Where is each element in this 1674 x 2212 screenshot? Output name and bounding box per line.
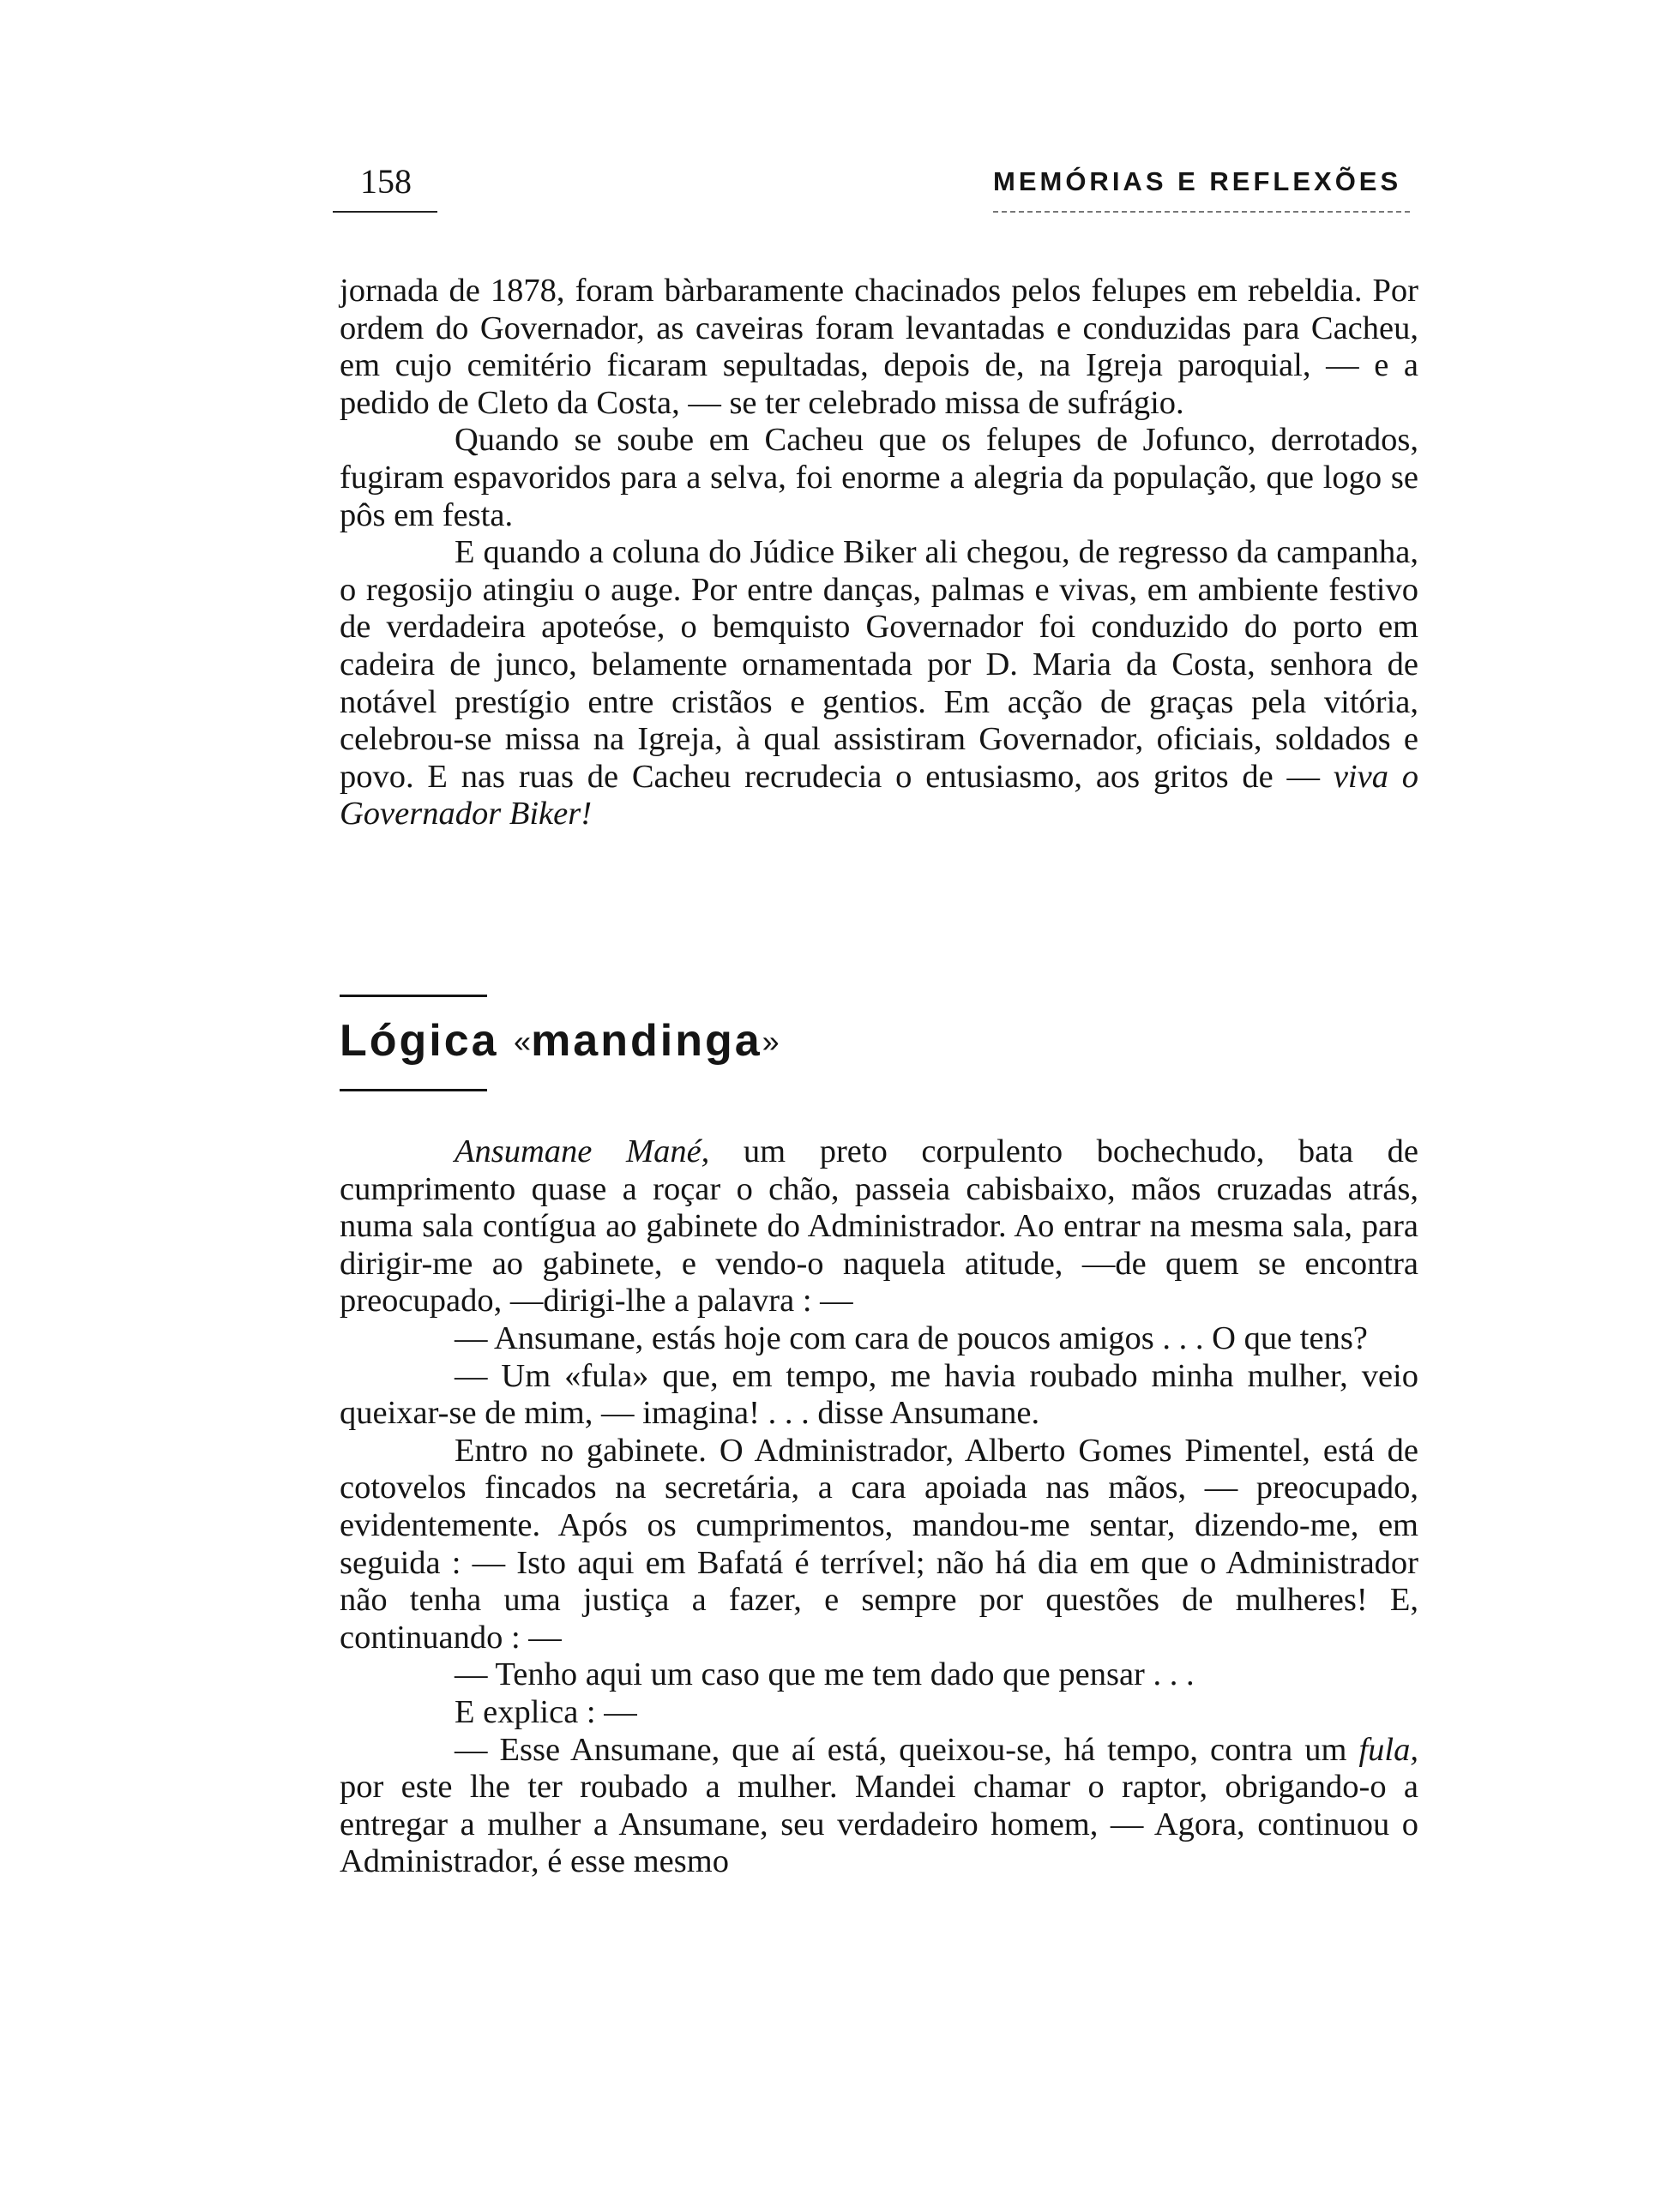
paragraph: Entro no gabinete. O Administrador, Alberto Gomes Pimentel, está de cotovelos fincados na secretária, a cara apoiada nas mãos, — preocupado, evidentemente. Após os cumprimentos, mandou-me sentar, dizendo-me, em seguida : — Isto aqui em Bafatá é terrível; não há dia em que o Administrador não tenha uma justiça a fazer, e sempre por questões de mulheres! E, continuando : — [340,1432,1418,1656]
character-name-italic: Ansumane Mané, [455,1133,710,1169]
paragraph [340,1133,1418,1320]
title-open-quote: « [514,1024,532,1059]
running-title-underline [993,211,1410,213]
title-word: Lógica [340,1016,499,1066]
paragraph: E explica : — [455,1693,637,1730]
paragraph: — Ansumane, estás hoje com cara de poucos amigos . . . O que tens? [455,1319,1368,1356]
section-two-text [340,1133,1418,1881]
paragraph-text: um preto corpulento bochechudo, bata de cumprimento quase a roçar o chão, passeia cabisbaixo, mãos cruzadas atrás, numa sala contígua ao gabinete do Administrador. Ao entrar na mesma sala, para dirigir-me ao gabinete, e vendo-o naquela atitude, —de quem se encontra preocupado, —dirigi-lhe a palavra : — [340,1133,1418,1319]
paragraph-text: E quando a coluna do Júdice Biker ali chegou, de regresso da campanha, o regosijo atingiu o auge. Por entre danças, palmas e vivas, em ambiente festivo de verdadeira apoteóse, o bemquisto Governador foi conduzido do porto em cadeira de junco, belamente ornamentada por D. Maria da Costa, senhora de notável prestígio entre cristãos e gentios. Em acção de graças pela vitória, celebrou-se missa na Igreja, à qual assistiram Governador, oficiais, soldados e povo. E nas ruas de Cacheu recrudecia o entusiasmo, aos gritos de — [340,534,1418,795]
word-italic: fula, [1358,1731,1418,1768]
section-one-text [340,273,1418,833]
title-rule-bottom [340,1089,487,1091]
title-close-quote: » [762,1024,780,1059]
paragraph: Quando se soube em Cacheu que os felupes de Jofunco, derrotados, fugiram espavoridos para a selva, foi enorme a alegria da população, que logo se pôs em festa. [340,422,1418,533]
paragraph: jornada de 1878, foram bàrbaramente chacinados pelos felupes em rebeldia. Por ordem do Governador, as caveiras foram levantadas e conduzidas para Cacheu, em cujo cemitério ficaram sepultadas, depois de, na Igreja paroquial, — e a pedido de Cleto da Costa, — se ter celebrado missa de sufrágio. [340,273,1418,421]
paragraph [340,534,1418,833]
paragraph [340,1732,1418,1881]
paragraph-text: por este lhe ter roubado a mulher. Mandei chamar o raptor, obrigando-o a entregar a mulher a Ansumane, seu verdadeiro homem, — Agora, continuou o Administrador, é esse mesmo [340,1769,1418,1880]
paragraph: — Um «fula» que, em tempo, me havia roubado minha mulher, veio queixar-se de mim, — imagina! . . . disse Ansumane. [340,1357,1418,1432]
exclamation-italic: viva o Governador Biker! [340,758,1419,833]
page-number-underline [333,211,437,213]
title-quoted-word: mandinga [531,1016,762,1066]
section-title [340,1012,780,1071]
title-rule-top [340,995,487,997]
page-number: 158 [360,162,412,201]
running-title: MEMÓRIAS E REFLEXÕES [993,166,1402,196]
paragraph: — Tenho aqui um caso que me tem dado que pensar . . . [455,1656,1195,1693]
paragraph-text: — Esse Ansumane, que aí está, queixou-se, há tempo, contra um [455,1731,1347,1768]
